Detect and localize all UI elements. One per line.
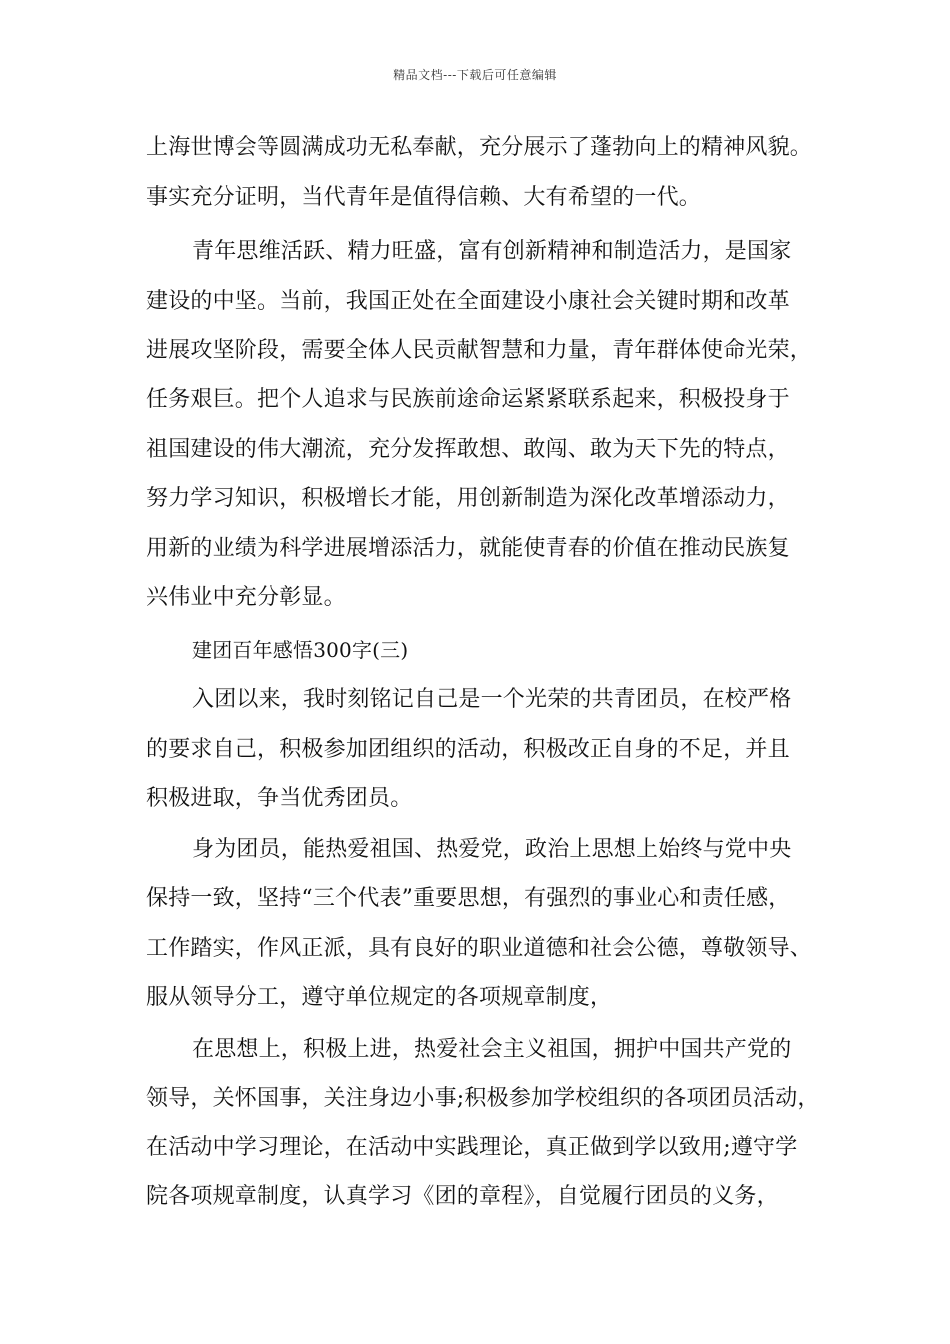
text-line: 保持一致，坚持“三个代表”重要思想，有强烈的事业心和责任感， <box>146 886 791 911</box>
text-line: 领导，关怀国事，关注身边小事;积极参加学校组织的各项团员活动， <box>146 1086 820 1111</box>
paragraph-first-line: 青年思维活跃、精力旺盛，富有创新精神和制造活力，是国家 <box>192 239 792 264</box>
text-line: 积极进取，争当优秀团员。 <box>146 786 413 811</box>
page-header: 精品文档---下载后可任意编辑 <box>393 68 557 82</box>
text-line: 用新的业绩为科学进展增添活力，就能使青春的价值在推动民族复 <box>146 536 790 561</box>
text-line: 建设的中坚。当前，我国正处在全面建设小康社会关键时期和改革 <box>146 289 790 314</box>
text-line: 上海世博会等圆满成功无私奉献，充分展示了蓬勃向上的精神风貌。 <box>146 135 813 160</box>
text-line: 努力学习知识，积极增长才能，用创新制造为深化改革增添动力， <box>146 486 790 511</box>
text-line: 的要求自己，积极参加团组织的活动，积极改正自身的不足，并且 <box>146 737 790 762</box>
text-line: 院各项规章制度，认真学习《团的章程》，自觉履行团员的义务， <box>146 1184 779 1209</box>
text-line: 在活动中学习理论，在活动中实践理论，真正做到学以致用;遵守学 <box>146 1135 798 1160</box>
paragraph-first-line: 入团以来，我时刻铭记自己是一个光荣的共青团员，在校严格 <box>192 687 792 712</box>
text-line: 进展攻坚阶段，需要全体人民贡献智慧和力量，青年群体使命光荣， <box>146 338 813 363</box>
paragraph-first-line: 在思想上，积极上进，热爱社会主义祖国，拥护中国共产党的 <box>192 1037 792 1062</box>
text-line: 祖国建设的伟大潮流，充分发挥敢想、敢闯、敢为天下先的特点， <box>146 437 790 462</box>
text-line: 服从领导分工，遵守单位规定的各项规章制度， <box>146 985 613 1010</box>
text-line: 工作踏实，作风正派，具有良好的职业道德和社会公德，尊敬领导、 <box>146 936 813 961</box>
text-line: 任务艰巨。把个人追求与民族前途命运紧紧联系起来，积极投身于 <box>146 387 790 412</box>
text-line: 兴伟业中充分彰显。 <box>146 585 346 610</box>
paragraph-first-line: 身为团员，能热爱祖国、热爱党，政治上思想上始终与党中央 <box>192 837 792 862</box>
text-line: 事实充分证明，当代青年是值得信赖、大有希望的一代。 <box>146 185 702 210</box>
section-heading: 建团百年感悟300字(三) <box>192 638 409 662</box>
